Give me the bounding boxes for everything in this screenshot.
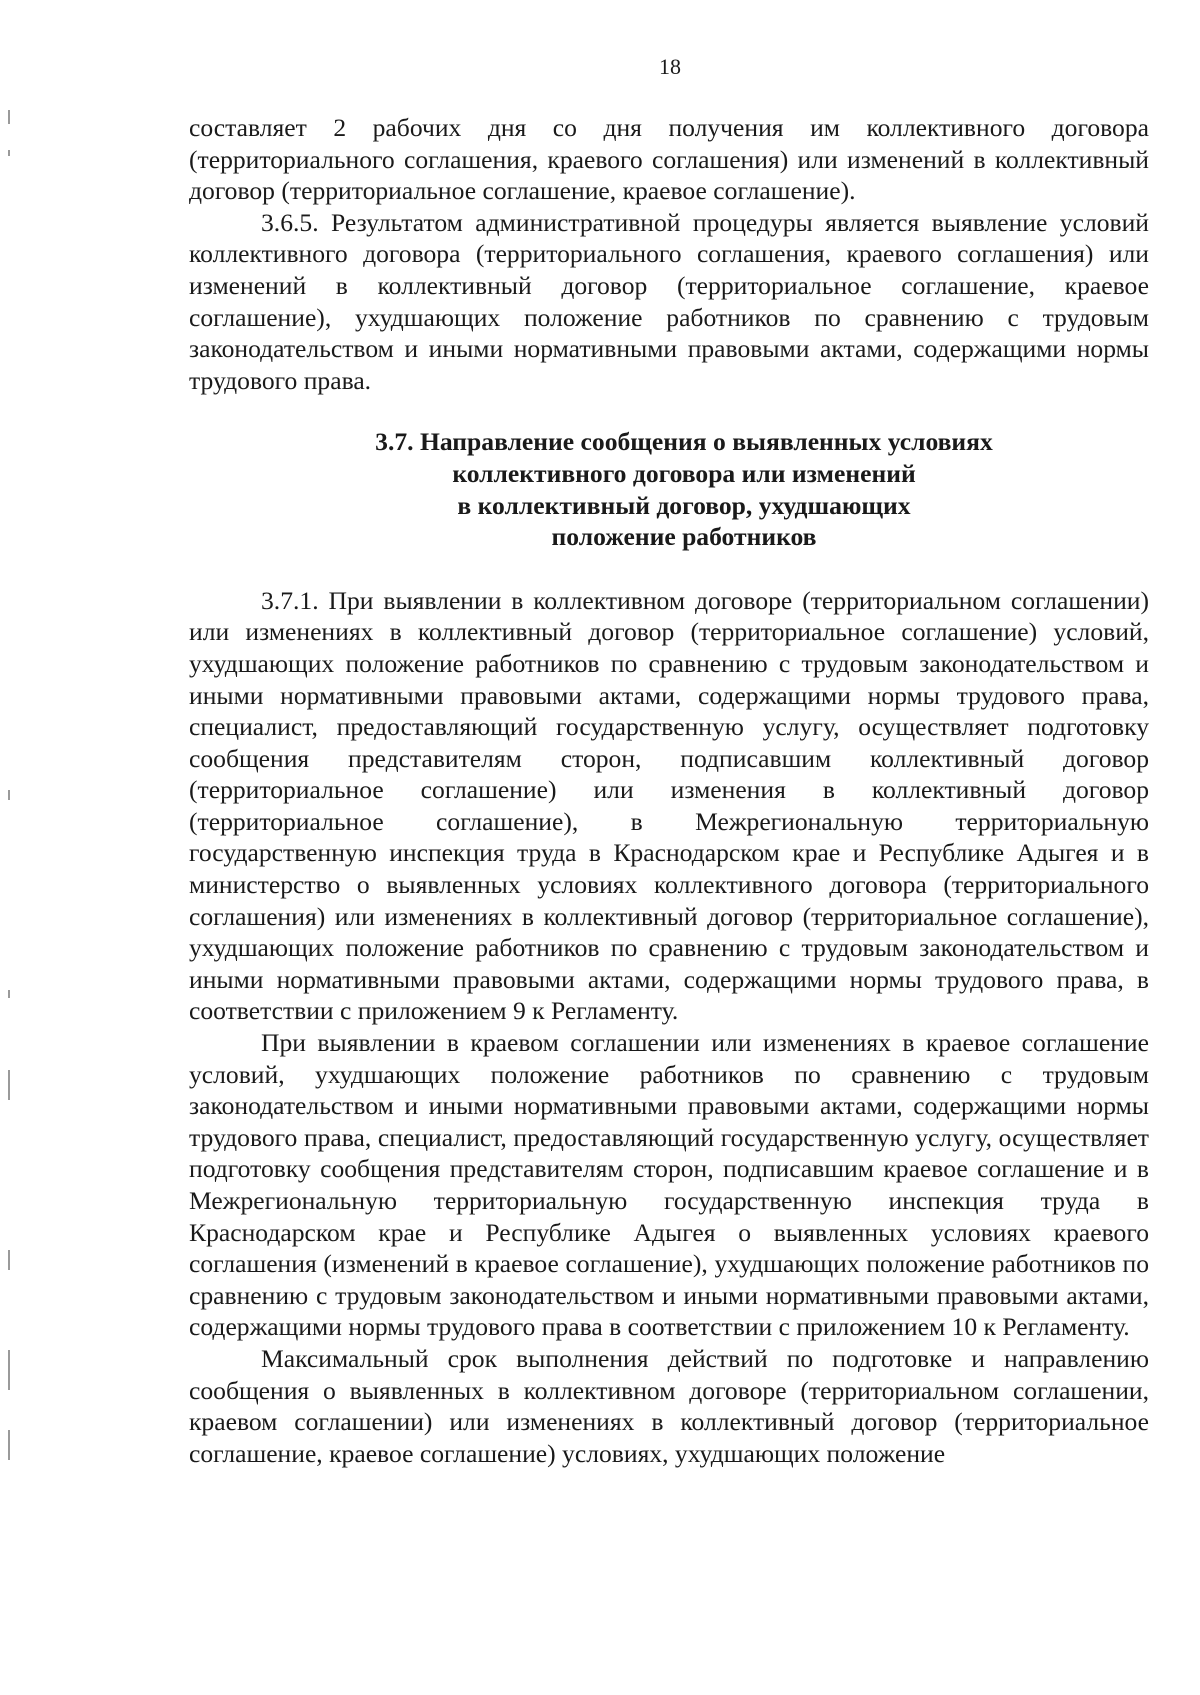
paragraph-regional-agreement: При выявлении в краевом соглашении или изменениях в краевое соглашение условий, ухудшающих положение работников по сравнению с трудовым законодательством и иными нормативными правовыми актами, содержащими нормы трудового права, специалист, предоставляющий государственную услугу, осуществляет подготовку сообщения представителям сторон, подписавшим краевое соглашение и в Межрегиональную территориальную государственную инспекция труда в Краснодарском крае и Республике Адыгея о выявленных условиях краевого соглашения (изменений в краевое соглашение), ухудшающих положение работников по сравнению с трудовым законодательством и иными нормативными правовыми актами, содержащими нормы трудового права в соответствии с приложением 10 к Регламенту. <box>189 1028 1149 1342</box>
paragraph-continuation: составляет 2 рабочих дня со дня получения им коллективного договора (территориального соглашения, краевого соглашения) или изменений в коллективный договор (территориальное соглашение, краевое соглашение). <box>189 113 1149 206</box>
paragraph-3-7-1: 3.7.1. При выявлении в коллективном договоре (территориальном соглашении) или изменениях в коллективный договор (территориальное соглашение) условий, ухудшающих положение работников по сравнению с трудовым законодательством и иными нормативными правовыми актами, содержащими нормы трудового права, специалист, предоставляющий государственную услугу, осуществляет подготовку сообщения представителям сторон, подписавшим коллективный договор (территориальное соглашение) или изменения в коллективный договор (территориальное соглашение), в Межрегиональную территориальную государственную инспекция труда в Краснодарском крае и Республике Адыгея и в министерство о выявленных условиях коллективного договора (территориального соглашения) или изменениях в коллективный договор (территориальное соглашение), ухудшающих положение работников по сравнению с трудовым законодательством и иными нормативными правовыми актами, содержащими нормы трудового права, в соответствии с приложением 9 к Регламенту. <box>189 585 1149 1026</box>
document-body <box>189 112 1149 1469</box>
heading-line-3: в коллективный договор, ухудшающих <box>457 490 911 520</box>
heading-line-1: 3.7. Направление сообщения о выявленных условиях <box>375 427 993 457</box>
page-number: 18 <box>659 54 681 79</box>
paragraph-3-6-5: 3.6.5. Результатом административной процедуры является выявление условий коллективного договора (территориального соглашения, краевого соглашения) или изменений в коллективный договор (территориальное соглашение, краевое соглашение), ухудшающих положение работников по сравнению с трудовым законодательством и иными нормативными правовыми актами, содержащими нормы трудового права. <box>189 207 1149 395</box>
scan-margin-marks <box>6 90 12 1690</box>
paragraph-max-term: Максимальный срок выполнения действий по подготовке и направлению сообщения о выявленных в коллективном договоре (территориальном соглашении, краевом соглашении) или изменениях в коллективный договор (территориальное соглашение, краевое соглашение) условиях, ухудшающих положение <box>189 1343 1149 1468</box>
heading-line-4: положение работников <box>551 522 817 552</box>
heading-line-2: коллективного договора или изменений <box>452 458 916 488</box>
section-heading-3-7 <box>189 426 1149 552</box>
